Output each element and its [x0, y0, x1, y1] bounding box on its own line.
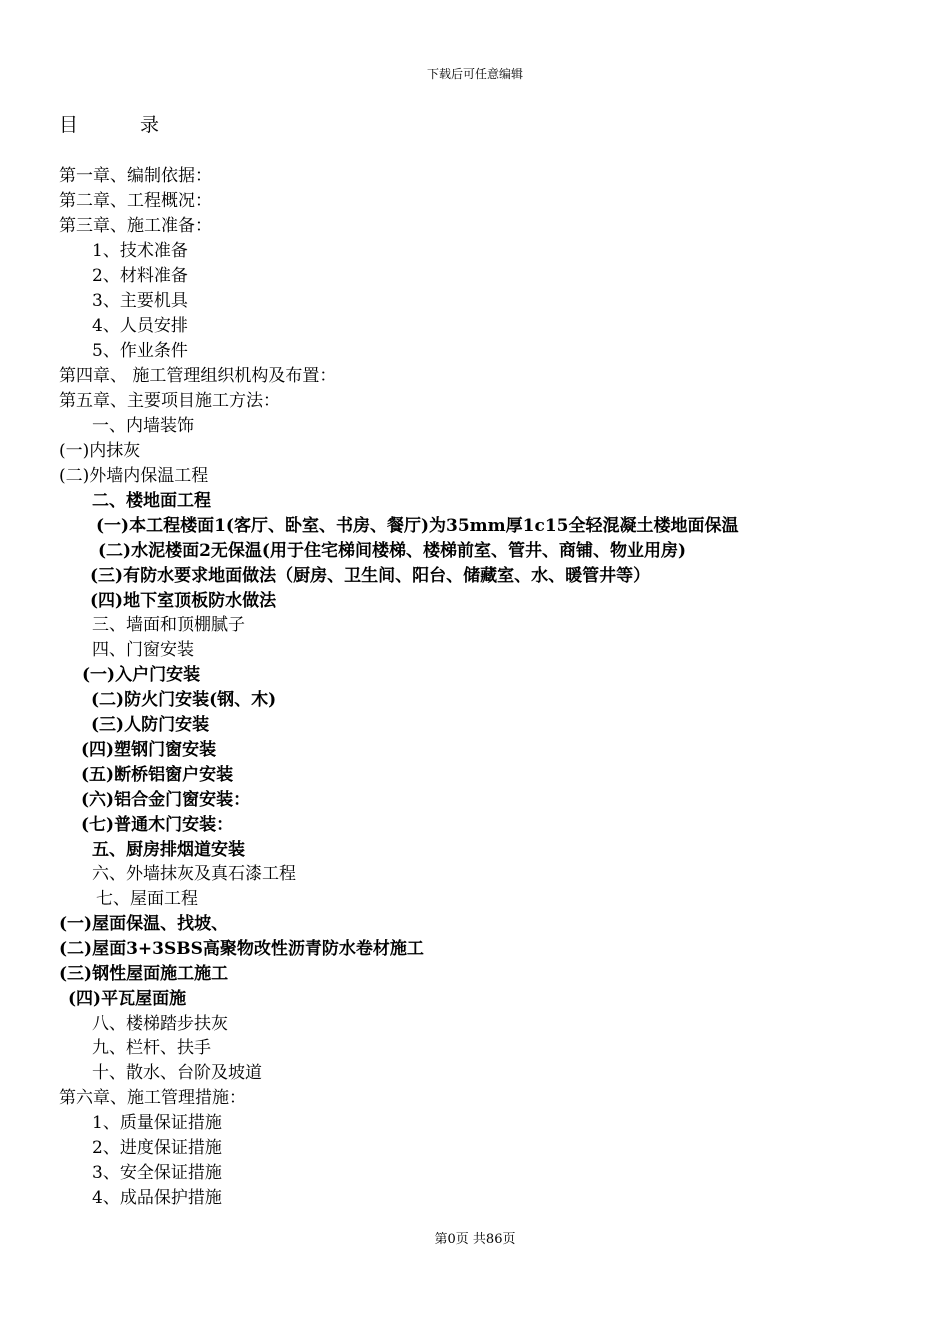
toc-entry: (六)铝合金门窗安装： — [81, 790, 251, 810]
toc-entry: (四)地下室顶板防水做法 — [90, 591, 277, 611]
toc-entry: (二)防火门安装(钢、木) — [91, 690, 277, 710]
toc-entry: 六、外墙抹灰及真石漆工程 — [92, 864, 296, 884]
toc-entry: 第五章、主要项目施工方法： — [59, 391, 280, 411]
toc-entry: (一)内抹灰 — [59, 441, 141, 461]
toc-entry: (四)塑钢门窗安装 — [81, 740, 217, 760]
toc-entry: (一)本工程楼面1(客厅、卧室、书房、餐厅)为35mm厚1c15全轻混凝土楼地面保温 — [96, 516, 739, 536]
toc-title — [59, 113, 159, 137]
toc-entry: 九、栏杆、扶手 — [92, 1038, 211, 1058]
toc-entry: 第一章、编制依据： — [59, 166, 212, 186]
toc-entry: (五)断桥铝窗户安装 — [81, 765, 234, 785]
toc-entry: (三)人防门安装 — [91, 715, 210, 735]
toc-entry: 3、主要机具 — [92, 291, 188, 311]
toc-entry: 2、材料准备 — [92, 266, 188, 286]
toc-entry: (一)入户门安装 — [82, 665, 201, 685]
toc-entry: 五、厨房排烟道安装 — [92, 840, 245, 860]
toc-entry: 1、质量保证措施 — [92, 1113, 222, 1133]
toc-entry: 第六章、施工管理措施： — [59, 1088, 246, 1108]
page-footer: 第0页 共86页 — [434, 1232, 516, 1247]
toc-entry: 三、墙面和顶棚腻子 — [92, 615, 245, 635]
toc-entry: 4、成品保护措施 — [92, 1188, 222, 1208]
page-header: 下载后可任意编辑 — [426, 67, 523, 81]
toc-entry: (二)屋面3+3SBS高聚物改性沥青防水卷材施工 — [59, 939, 424, 959]
toc-entry: 2、进度保证措施 — [92, 1138, 222, 1158]
toc-entry: (四)平瓦屋面施 — [68, 989, 187, 1009]
toc-title-char-1: 目 — [59, 114, 79, 136]
toc-entry: (三)有防水要求地面做法（厨房、卫生间、阳台、储藏室、水、暖管井等） — [90, 566, 651, 586]
toc-entry: (二)水泥楼面2无保温(用于住宅梯间楼梯、楼梯前室、管井、商铺、物业用房) — [98, 541, 687, 561]
toc-entry: 十、散水、台阶及坡道 — [92, 1063, 262, 1083]
toc-entry: 第二章、工程概况： — [59, 191, 212, 211]
toc-entry: (七)普通木门安装： — [81, 815, 234, 835]
toc-entry: 七、屋面工程 — [96, 889, 198, 909]
toc-entry: 八、楼梯踏步扶灰 — [92, 1014, 228, 1034]
toc-entry: 二、楼地面工程 — [92, 491, 211, 511]
toc-entry: 4、人员安排 — [92, 316, 188, 336]
toc-title-char-2: 录 — [140, 114, 160, 136]
toc-entry: 第三章、施工准备： — [59, 216, 212, 236]
toc-entry: 四、门窗安装 — [92, 640, 194, 660]
toc-entry: 1、技术准备 — [92, 241, 188, 261]
toc-entry: 一、内墙装饰 — [92, 416, 194, 436]
toc-entry: (二)外墙内保温工程 — [59, 466, 209, 486]
toc-entry: (一)屋面保温、找坡、 — [59, 914, 229, 934]
toc-entry: (三)钢性屋面施工施工 — [59, 964, 229, 984]
toc-entry: 5、作业条件 — [92, 341, 188, 361]
toc-entry: 3、安全保证措施 — [92, 1163, 222, 1183]
toc-entry: 第四章、 施工管理组织机构及布置： — [59, 366, 337, 386]
